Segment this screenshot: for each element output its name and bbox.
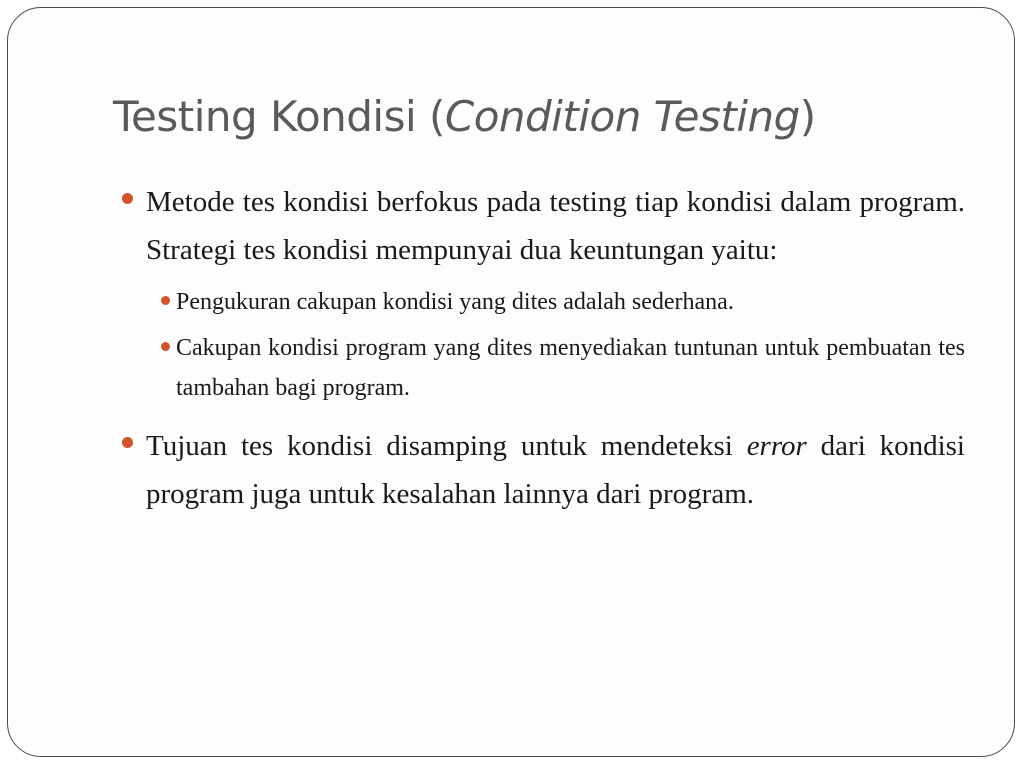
- title-main: Testing Kondisi (: [113, 92, 445, 141]
- sub-bullet-item-2: [146, 328, 965, 408]
- sub-bullet-dot-icon: [161, 296, 170, 305]
- sub-bullet-text-1: Pengukuran cakupan kondisi yang dites adalah sederhana.: [176, 289, 734, 315]
- slide-frame: [7, 7, 1015, 757]
- bullet-text-1: Metode tes kondisi berfokus pada testing tiap kondisi dalam program. Strategi tes kondisi mempunyai dua keuntungan yaitu:: [146, 186, 965, 266]
- bullet-dot-icon: [122, 437, 133, 448]
- sub-bullet-list: [146, 282, 965, 408]
- bullet-list: [120, 178, 965, 518]
- bullet-text-2-after: dari kondisi program juga untuk kesalahan lainnya dari program.: [146, 430, 965, 510]
- title-end: ): [799, 92, 816, 141]
- slide-title: [113, 92, 816, 141]
- bullet-item-1: [120, 178, 965, 408]
- title-italic: Condition Testing: [444, 92, 800, 141]
- bullet-item-2: [120, 422, 965, 518]
- bullet-text-2-before: Tujuan tes kondisi disamping untuk mendeteksi: [146, 430, 747, 462]
- sub-bullet-dot-icon: [161, 342, 170, 351]
- sub-bullet-text-2: Cakupan kondisi program yang dites menyediakan tuntunan untuk pembuatan tes tambahan bagi program.: [176, 335, 965, 401]
- bullet-text-2: [146, 430, 965, 510]
- bullet-dot-icon: [122, 193, 133, 204]
- slide-content: [120, 178, 965, 532]
- bullet-text-2-italic: error: [746, 430, 807, 462]
- sub-bullet-item-1: [146, 282, 965, 322]
